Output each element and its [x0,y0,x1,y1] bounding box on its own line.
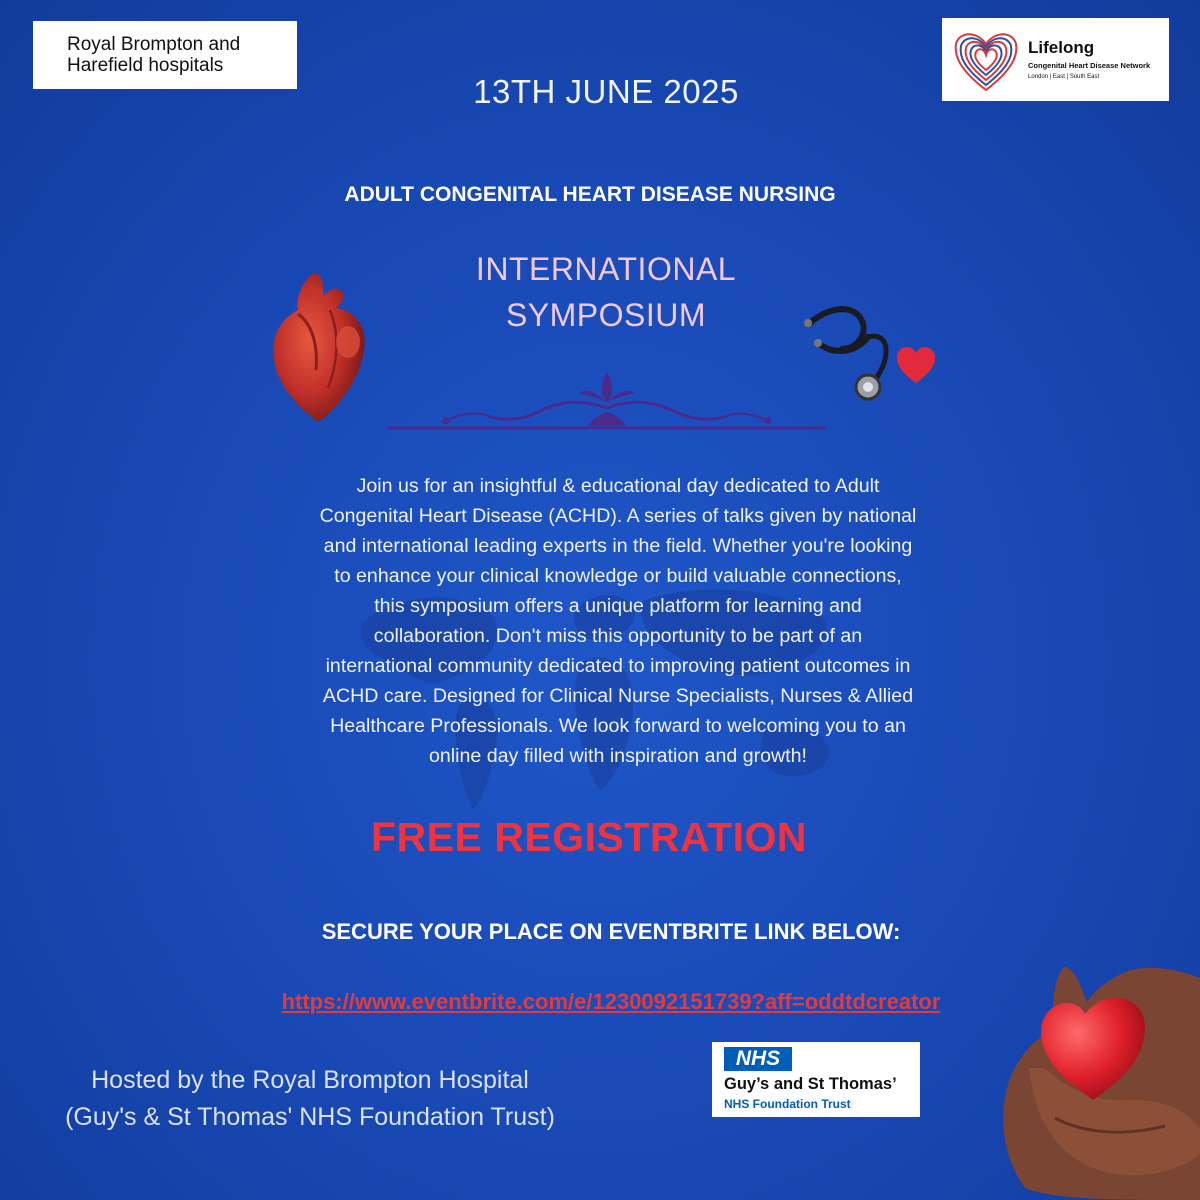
event-date: 13TH JUNE 2025 [473,73,739,110]
nhs-gstt-logo [712,1042,920,1117]
hands-holding-heart-icon [995,958,1200,1200]
free-registration-heading: FREE REGISTRATION [371,814,807,860]
description-line: online day filled with inspiration and growth! [429,745,807,767]
event-subtitle: ADULT CONGENITAL HEART DISEASE NURSING [344,183,836,206]
description-line: Healthcare Professionals. We look forward to welcoming you to an [330,715,906,737]
description-line: to enhance your clinical knowledge or build valuable connections, [334,565,902,587]
description-line: Congenital Heart Disease (ACHD). A series of talks given by national [319,505,917,527]
rbh-logo-line1: Royal Brompton and [67,34,241,55]
event-title-line1: INTERNATIONAL [475,251,737,287]
lifelong-subtitle: Congenital Heart Disease Network [1028,61,1151,70]
lifelong-title: Lifelong [1028,38,1095,57]
nhs-foundation-trust: NHS Foundation Trust [724,1097,851,1111]
description-line: Join us for an insightful & educational day dedicated to Adult [356,475,880,497]
event-title-line2: SYMPOSIUM [505,297,707,333]
eventbrite-link[interactable]: https://www.eventbrite.com/e/1230092151739?aff=oddtdcreator [281,989,941,1014]
rbh-logo-line2: Harefield hospitals [67,55,224,76]
description-line: international community dedicated to improving patient outcomes in [325,655,911,677]
secure-place-text: SECURE YOUR PLACE ON EVENTBRITE LINK BELOW: [321,919,901,944]
event-title [0,246,1200,338]
hosted-by [0,1062,620,1136]
description-line: this symposium offers a unique platform for learning and [374,595,862,617]
hosted-by-line2: (Guy's & St Thomas' NHS Foundation Trust) [65,1103,555,1131]
event-description [285,471,951,771]
description-line: and international leading experts in the field. Whether you're looking [323,535,913,557]
description-line: collaboration. Don't miss this opportunity to be part of an [373,625,863,647]
anatomical-heart-icon [268,270,378,430]
lifelong-regions: London | East | South East [1028,74,1100,80]
hosted-by-line1: Hosted by the Royal Brompton Hospital [91,1066,529,1094]
description-line: ACHD care. Designed for Clinical Nurse Specialists, Nurses & Allied [322,685,914,707]
ornament-divider-icon [388,368,826,432]
nhs-trust-name: Guy’s and St Thomas’ [724,1075,897,1093]
nhs-badge: NHS [724,1047,792,1071]
